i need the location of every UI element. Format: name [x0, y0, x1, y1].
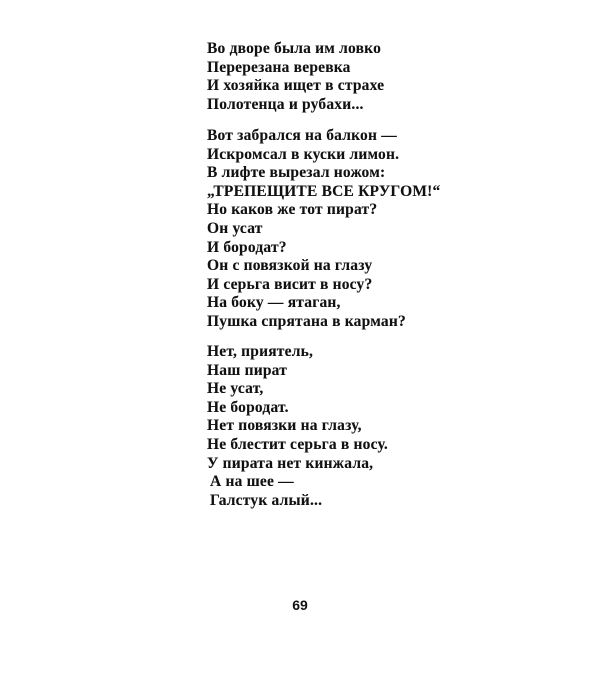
page-number: 69 — [292, 597, 308, 613]
poem-line: Вот забрался на балкон — — [207, 127, 397, 144]
poem-line: Нет повязки на глазу, — [207, 417, 362, 435]
poem-line: Полотенца и рубахи... — [207, 95, 364, 113]
poem-line: Он с повязкой на глазу — [207, 257, 373, 275]
poem-line: Не блестит серьга в носу. — [207, 435, 388, 453]
poem-line: Не усат, — [207, 380, 264, 398]
poem-line: И серьга висит в носу? — [207, 275, 373, 293]
poem-line: Перерезана веревка — [207, 58, 351, 76]
stanza-1 — [207, 40, 384, 114]
poem-line: И бородат? — [207, 238, 287, 256]
poem-line: Но каков же тот пират? — [207, 201, 378, 219]
stanza-3 — [207, 343, 388, 510]
poem-line: А на шее — — [210, 473, 294, 491]
poem-line: Галстук алый... — [210, 491, 323, 509]
poem-line: Нет, приятель, — [207, 343, 314, 360]
poem-line: И хозяйка ищет в страхе — [207, 77, 385, 95]
poem-line: „ТРЕПЕЩИТЕ ВСЕ КРУГОМ!“ — [207, 182, 441, 200]
poem-line: Наш пират — [207, 361, 288, 379]
poem-line: Пушка спрятана в карман? — [207, 312, 406, 330]
poem-line: В лифте вырезал ножом: — [207, 164, 386, 182]
poem-line: Не бородат. — [207, 398, 289, 416]
stanza-2 — [207, 127, 440, 332]
poem-line: Во дворе была им ловко — [207, 40, 382, 57]
poem-line: На боку — ятаган, — [207, 294, 341, 312]
poem-line: Он усат — [207, 219, 263, 237]
poem-line: Искромсал в куски лимон. — [207, 145, 400, 163]
poem-line: У пирата нет кинжала, — [207, 454, 374, 472]
